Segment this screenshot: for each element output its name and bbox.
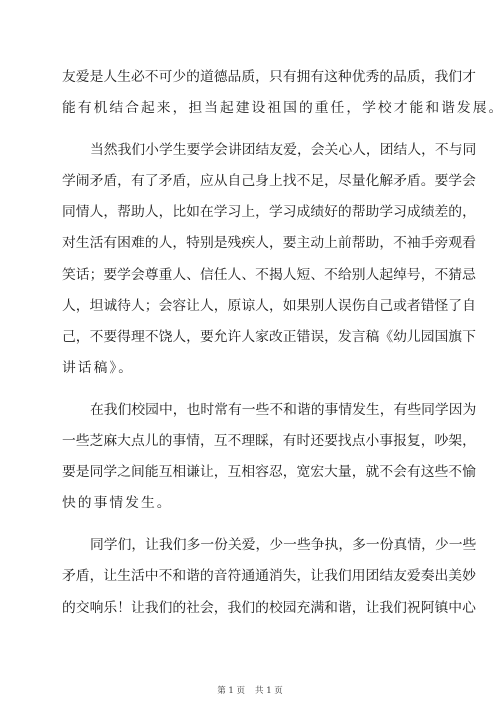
text-line: 同学们，让我们多一份关爱，少一些争执，多一份真情，少一些: [90, 537, 477, 554]
paragraph: [62, 395, 477, 519]
page-footer: [0, 684, 500, 696]
paragraph: [62, 135, 477, 384]
text-line: 讲话稿》。: [62, 359, 135, 376]
text-line: 同情人，帮助人，比如在学习上，学习成绩好的帮助学习成绩差的，: [62, 204, 476, 221]
text-line: 矛盾，让生活中不和谐的音符通通消失，让我们用团结友爱奏出美妙: [62, 568, 476, 585]
page-total: 共 1 页: [255, 686, 283, 696]
paragraph: [62, 530, 477, 623]
text-line: 笑话；要学会尊重人、信任人、不揭人短、不给别人起绰号，不猜忌: [62, 266, 476, 283]
document-body: [62, 62, 504, 624]
text-line: 当然我们小学生要学会讲团结友爱，会关心人，团结人，不与同: [90, 142, 477, 159]
text-line: 对生活有困难的人，特别是残疾人，要主动上前帮助，不袖手旁观看: [62, 235, 476, 252]
text-line: 能有机结合起来，担当起建设祖国的重任，学校才能和谐发展。: [62, 100, 504, 117]
text-line: 的交响乐！让我们的社会，我们的校园充满和谐，让我们祝阿镇中心: [62, 599, 476, 616]
text-line: 己，不要得理不饶人，要允许人家改正错误，发言稿《幼儿园国旗下: [62, 328, 476, 345]
text-line: 要是同学之间能互相谦让，互相容忍，宽宏大量，就不会有这些不愉: [62, 464, 476, 481]
text-line: 快的事情发生。: [62, 495, 173, 512]
text-line: 友爱是人生必不可少的道德品质，只有拥有这种优秀的品质，我们才: [62, 69, 476, 85]
text-line: 一些芝麻大点儿的事情，互不理睬，有时还要找点小事报复，吵架，: [62, 433, 476, 450]
text-line: 学闹矛盾，有了矛盾，应从自己身上找不足，尽量化解矛盾。要学会: [62, 173, 476, 190]
paragraph: [62, 62, 504, 124]
text-line: 人，坦诚待人；会容让人，原谅人，如果别人误伤自己或者错怪了自: [62, 297, 476, 314]
text-line: 在我们校园中，也时常有一些不和谐的事情发生，有些同学因为: [90, 401, 477, 418]
page-number: 第 1 页: [217, 686, 245, 696]
